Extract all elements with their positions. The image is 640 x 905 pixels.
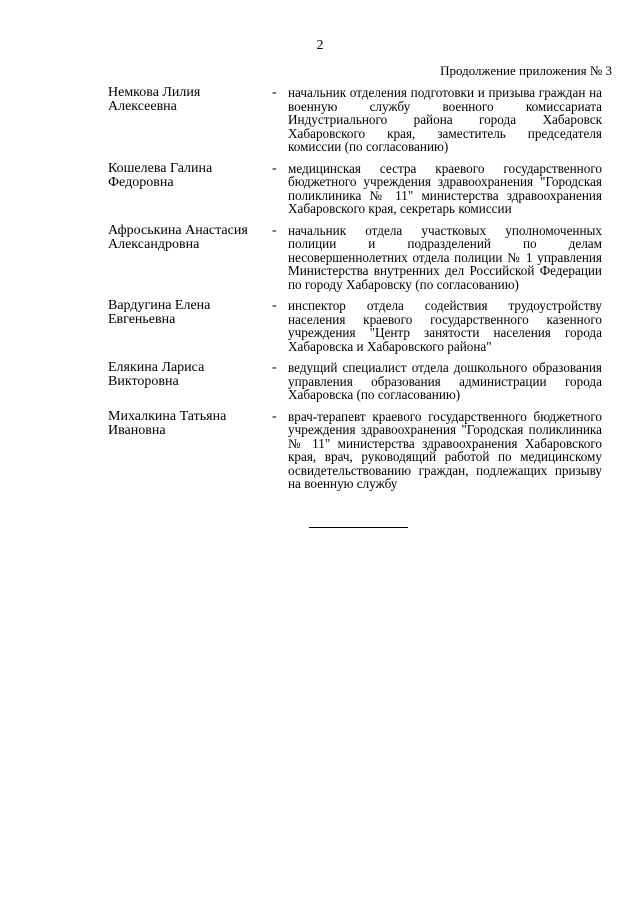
member-entry	[108, 86, 602, 154]
page-number: 2	[316, 38, 324, 53]
member-patronymic: Федоровна	[108, 174, 174, 190]
member-patronymic: Ивановна	[108, 422, 166, 438]
member-name	[108, 361, 272, 402]
member-patronymic: Евгеньевна	[108, 312, 176, 327]
member-name	[108, 410, 272, 491]
separator-dash: -	[272, 85, 277, 100]
member-surname-firstname: Михалкина Татьяна	[108, 408, 227, 424]
closing-rule	[309, 527, 408, 528]
member-name	[108, 86, 272, 154]
member-name	[108, 299, 272, 353]
separator-dash: -	[272, 360, 277, 375]
separator-dash: -	[272, 160, 277, 176]
member-role: медицинская сестра краевого государственного бюджетного учреждения здравоохранения "Городская поликлиника № 11" министерства здравоохранения Хабаровского края, секретарь комиссии	[288, 160, 602, 216]
member-name	[108, 224, 272, 292]
member-entry	[108, 361, 602, 402]
member-patronymic: Александровна	[108, 236, 200, 252]
member-role: ведущий специалист отдела дошкольного образования управления образования администрации города Хабаровска (по согласованию)	[288, 360, 602, 402]
separator-dash: -	[272, 222, 277, 238]
member-name	[108, 162, 272, 216]
commission-member-list	[108, 86, 602, 499]
member-entry	[108, 410, 602, 491]
separator-dash: -	[272, 408, 277, 424]
member-surname-firstname: Немкова Лилия	[108, 85, 201, 100]
member-role: начальник отделения подготовки и призыва граждан на военную службу военного комиссариата Индустриального района города Хабаровск Хабаровского края, заместитель председателя комиссии (по согласованию)	[288, 85, 602, 154]
appendix-continuation-label: Продолжение приложения № 3	[440, 63, 612, 78]
member-entry	[108, 299, 602, 353]
member-patronymic: Алексеевна	[108, 99, 177, 114]
member-role: инспектор отдела содействия трудоустройству населения краевого государственного казенного учреждения "Центр занятости населения города Хабаровска и Хабаровского района"	[288, 298, 602, 354]
member-patronymic: Викторовна	[108, 374, 179, 389]
member-role: врач-терапевт краевого государственного бюджетного учреждения здравоохранения "Городская поликлиника № 11" министерства здравоохранения Хабаровского края, врач, руководящий работой по медицинскому освидетельствованию граждан, подлежащих призыву на военную службу	[288, 408, 602, 491]
member-surname-firstname: Елякина Лариса	[108, 360, 205, 375]
member-surname-firstname: Кошелева Галина	[108, 160, 213, 176]
member-role: начальник отдела участковых уполномоченных полиции и подразделений по делам несовершеннолетних отдела полиции № 1 управления Министерства внутренних дел Российской Федерации по городу Хабаровску (по согласованию)	[288, 222, 602, 292]
member-entry	[108, 162, 602, 216]
member-surname-firstname: Афроськина Анастасия	[108, 222, 248, 238]
member-entry	[108, 224, 602, 292]
member-surname-firstname: Вардугина Елена	[108, 298, 211, 313]
separator-dash: -	[272, 298, 277, 313]
